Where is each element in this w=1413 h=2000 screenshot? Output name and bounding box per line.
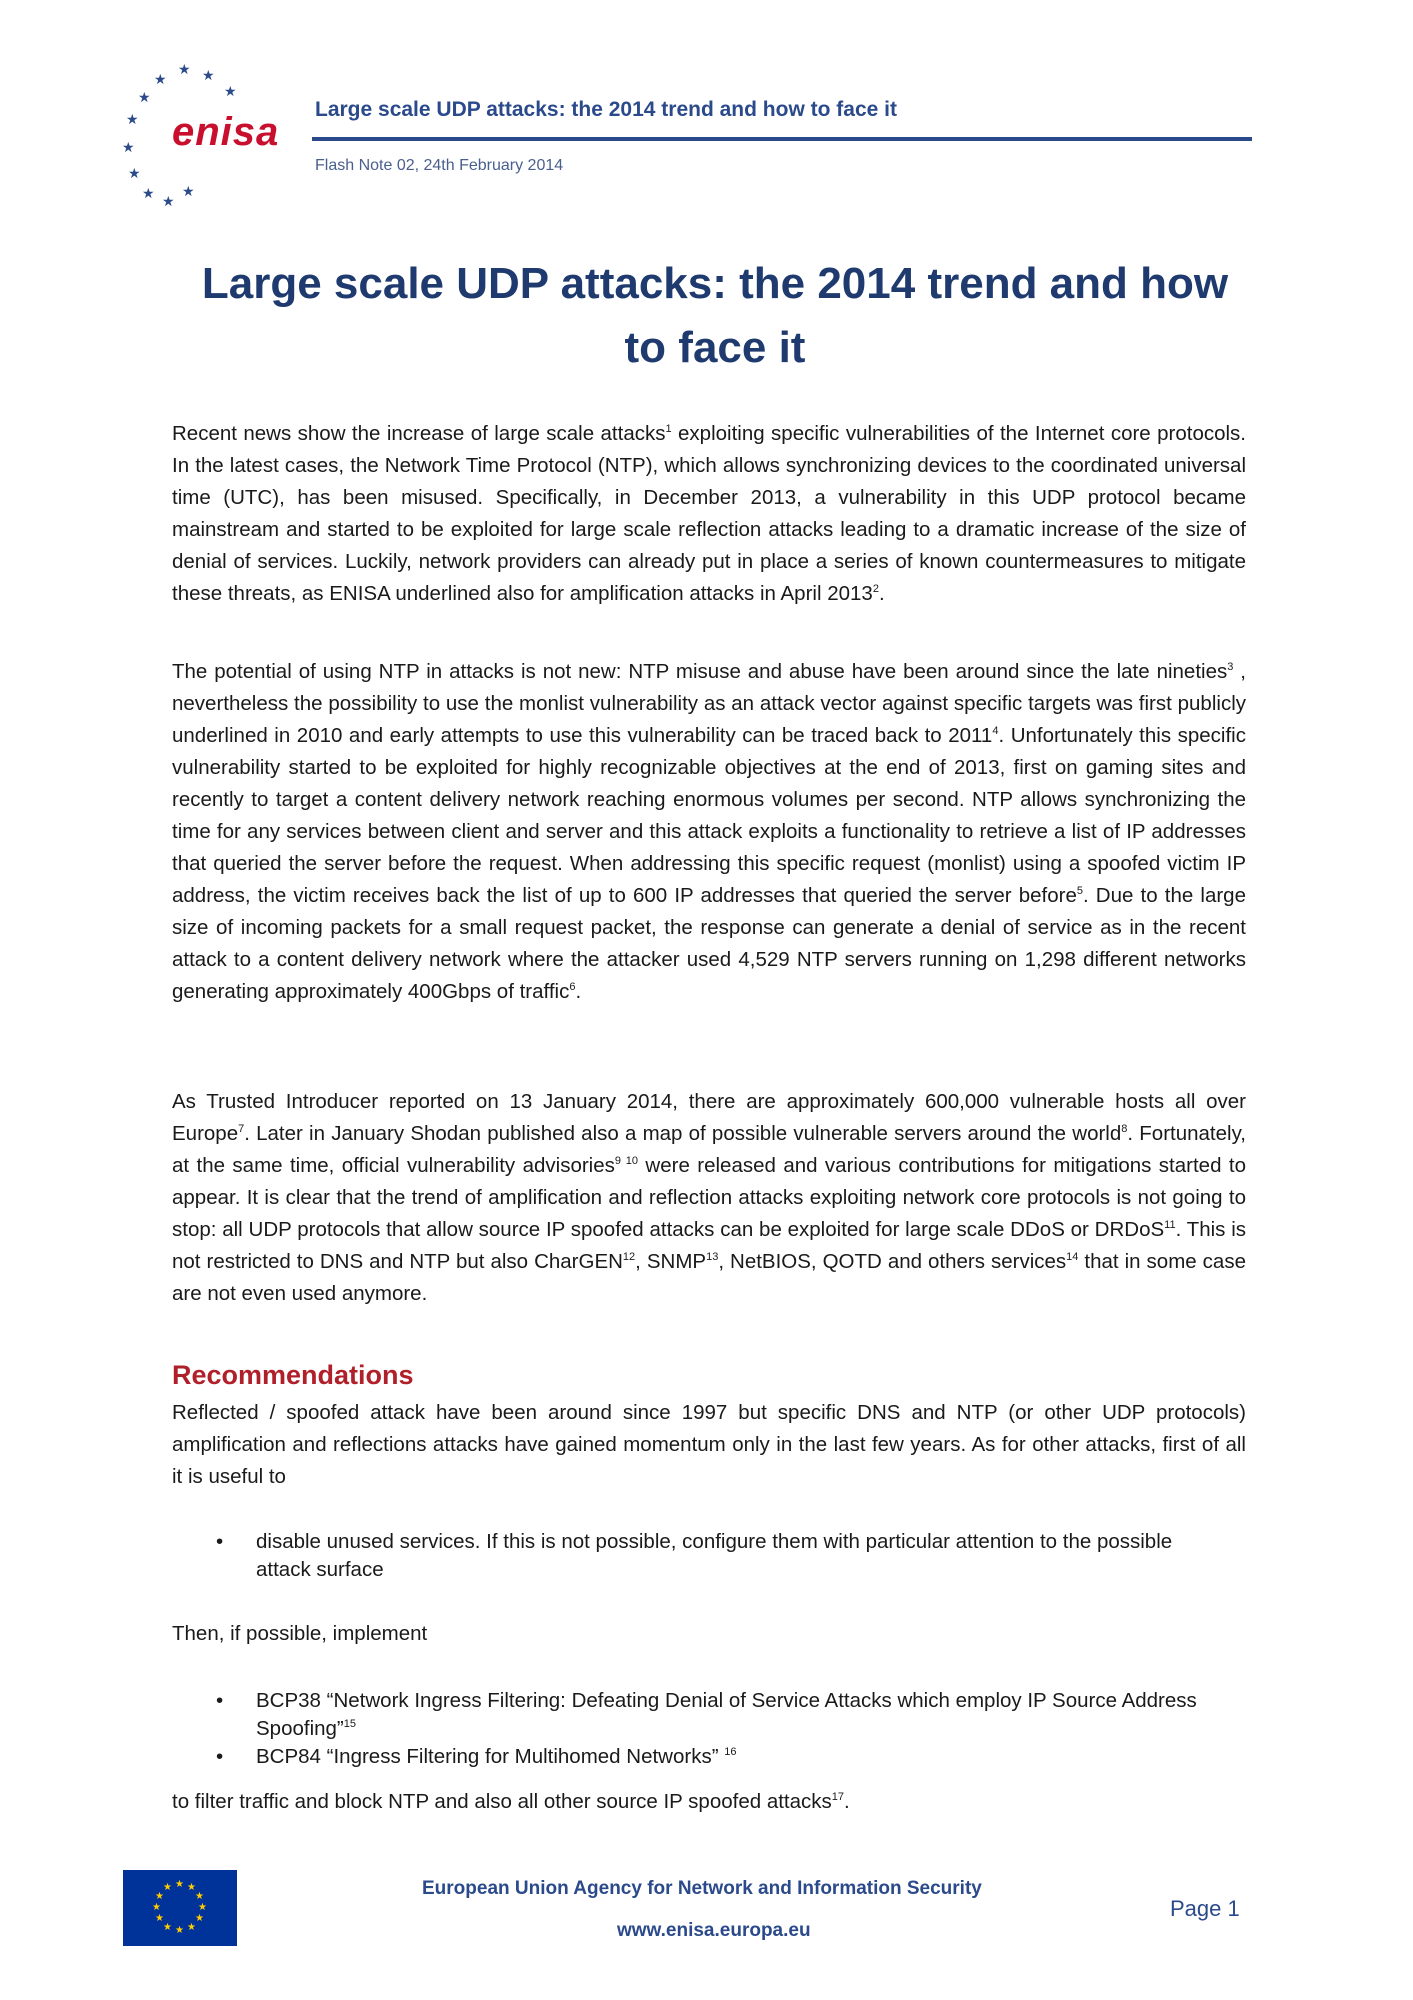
eu-star-icon: ★	[152, 1902, 161, 1913]
document-title	[160, 252, 1270, 380]
text-run: As Trusted Introducer reported on 13 January 2014, there are approximately 600,000 vulnerable hosts all over Europe	[172, 1090, 1246, 1145]
text-run: were released and various contributions for mitigations started to appear. It is clear that the trend of amplification and reflection attacks exploiting network core protocols is not going to stop: all UDP protocols that allow source IP spoofed attacks can be exploited for large scale DDoS or DRDoS	[172, 1154, 1246, 1241]
eu-star-icon: ★	[163, 1922, 172, 1933]
paragraph-intro	[172, 418, 1246, 610]
footnote-ref[interactable]: 2	[872, 583, 879, 596]
list-item	[212, 1687, 1212, 1743]
eu-star-icon: ★	[175, 1925, 184, 1936]
document-title-line: to face it	[624, 323, 806, 372]
list-item	[212, 1528, 1212, 1584]
footnote-ref[interactable]: 13	[706, 1251, 719, 1264]
recommendations-heading: Recommendations	[172, 1360, 414, 1390]
text-run: , SNMP	[635, 1250, 707, 1273]
logo-star-icon: ★	[138, 89, 151, 105]
logo-wordmark: enisa	[172, 110, 280, 154]
text-run: , nevertheless the possibility to use the monlist vulnerability as an attack vector against specific targets was first publicly underlined in 2010 and early attempts to use this vulnerability can be traced back to 2011	[172, 660, 1246, 747]
footer-url-link[interactable]: www.enisa.europa.eu	[617, 1920, 811, 1941]
list-item-text: BCP38 “Network Ingress Filtering: Defeating Denial of Service Attacks which employ IP Source Address Spoofing”	[256, 1689, 1197, 1740]
logo-star-icon: ★	[128, 165, 141, 181]
text-run: .	[878, 582, 885, 605]
bullet-icon: •	[216, 1530, 224, 1553]
text-run: Recent news show the increase of large scale attacks	[172, 422, 666, 445]
footnote-ref[interactable]: 12	[622, 1251, 636, 1264]
bullet-list-services	[212, 1528, 1212, 1584]
list-item	[212, 1743, 1212, 1771]
eu-star-icon: ★	[187, 1922, 196, 1933]
eu-star-icon: ★	[195, 1913, 204, 1924]
logo-star-icon: ★	[182, 183, 195, 199]
text-run: that in some case are not even used anymore.	[172, 1250, 1246, 1305]
footnote-ref[interactable]: 9 10	[614, 1155, 639, 1168]
document-title-line: Large scale UDP attacks: the 2014 trend and how	[201, 259, 1229, 308]
text-run: , NetBIOS, QOTD and others services	[718, 1250, 1067, 1273]
footnote-ref[interactable]: 1	[665, 423, 672, 436]
eu-star-icon: ★	[187, 1882, 196, 1893]
footnote-ref[interactable]: 3	[1227, 661, 1234, 674]
footnote-ref[interactable]: 4	[992, 725, 999, 738]
logo-star-icon: ★	[126, 111, 139, 127]
logo-star-icon: ★	[224, 83, 237, 99]
text-run: . This is not restricted to DNS and NTP but also CharGEN	[172, 1218, 1247, 1273]
footnote-ref[interactable]: 16	[724, 1746, 737, 1759]
closing-text	[172, 1790, 850, 1814]
then-text: Then, if possible, implement	[172, 1622, 428, 1645]
enisa-logo	[120, 62, 280, 212]
footnote-ref[interactable]: 5	[1076, 885, 1083, 898]
text-run: . Later in January Shodan published also a map of possible vulnerable servers around the world	[244, 1122, 1122, 1145]
footnote-ref[interactable]: 17	[831, 1791, 845, 1804]
footnote-ref[interactable]: 8	[1121, 1123, 1128, 1136]
text-run: The potential of using NTP in attacks is not new: NTP misuse and abuse have been around since the late nineties	[172, 660, 1228, 683]
footnote-ref[interactable]: 6	[569, 981, 576, 994]
header-title: Large scale UDP attacks: the 2014 trend and how to face it	[315, 98, 897, 121]
text-run: exploiting specific vulnerabilities of the Internet core protocols. In the latest cases, the Network Time Protocol (NTP), which allows synchronizing devices to the coordinated universal time (UTC), has been misused. Specifically, in December 2013, a vulnerability in this UDP protocol became mainstream and started to be exploited for large scale reflection attacks leading to a dramatic increase of the size of denial of services. Luckily, network providers can already put in place a series of known countermeasures to mitigate these threats, as ENISA underlined also for amplification attacks in April 2013	[172, 422, 1246, 605]
text-run: .	[844, 1790, 850, 1813]
text-run: to filter traffic and block NTP and also all other source IP spoofed attacks	[172, 1790, 832, 1813]
page-number: Page 1	[1170, 1896, 1240, 1921]
bullet-list-bcp	[212, 1687, 1212, 1771]
text-run: . Fortunately, at the same time, official vulnerability advisories	[172, 1122, 1246, 1177]
eu-star-icon: ★	[195, 1891, 204, 1902]
list-item-text: BCP84 “Ingress Filtering for Multihomed Networks”	[256, 1745, 725, 1768]
footnote-ref[interactable]: 15	[343, 1718, 357, 1731]
text-run: .	[575, 980, 582, 1003]
logo-star-icon: ★	[122, 139, 135, 155]
logo-star-icon: ★	[154, 71, 167, 87]
footnote-ref[interactable]: 14	[1066, 1251, 1079, 1264]
logo-star-icon: ★	[202, 67, 215, 83]
footnote-ref[interactable]: 11	[1164, 1219, 1176, 1232]
logo-star-icon: ★	[162, 193, 175, 209]
eu-flag-icon	[123, 1870, 237, 1946]
paragraph-ntp-potential	[172, 656, 1246, 1008]
header-subtitle: Flash Note 02, 24th February 2014	[315, 157, 564, 174]
paragraph-recommendations: Reflected / spoofed attack have been around since 1997 but specific DNS and NTP (or other UDP protocols) amplification and reflections attacks have gained momentum only in the last few years. As for other attacks, first of all it is useful to	[172, 1401, 1246, 1488]
eu-star-icon: ★	[163, 1882, 172, 1893]
footer-agency: European Union Agency for Network and Information Security	[422, 1878, 982, 1899]
logo-star-icon: ★	[178, 61, 191, 77]
logo-star-icon: ★	[142, 185, 155, 201]
text-run: . Unfortunately this specific vulnerability started to be exploited for highly recognizable objectives at the end of 2013, first on gaming sites and recently to target a content delivery network reaching enormous volumes per second. NTP allows synchronizing the time for any services between client and server and this attack exploits a functionality to retrieve a list of IP addresses that queried the server before the request. When addressing this specific request (monlist) using a spoofed victim IP address, the victim receives back the list of up to 600 IP addresses that queried the server before	[172, 724, 1246, 907]
eu-star-icon: ★	[155, 1913, 164, 1924]
paragraph-trusted-introducer	[172, 1086, 1246, 1310]
list-item-text: disable unused services. If this is not possible, configure them with particular attention to the possible attack surface	[256, 1530, 1173, 1581]
bullet-icon: •	[216, 1745, 224, 1768]
text-run: . Due to the large size of incoming packets for a small request packet, the response can generate a denial of service as in the recent attack to a content delivery network where the attacker used 4,529 NTP servers running on 1,298 different networks generating approximately 400Gbps of traffic	[172, 884, 1246, 1003]
header-divider	[312, 137, 1252, 141]
eu-star-icon: ★	[155, 1891, 164, 1902]
footnote-ref[interactable]: 7	[238, 1123, 245, 1136]
eu-star-icon: ★	[175, 1879, 184, 1890]
bullet-icon: •	[216, 1689, 224, 1712]
eu-star-icon: ★	[198, 1902, 207, 1913]
